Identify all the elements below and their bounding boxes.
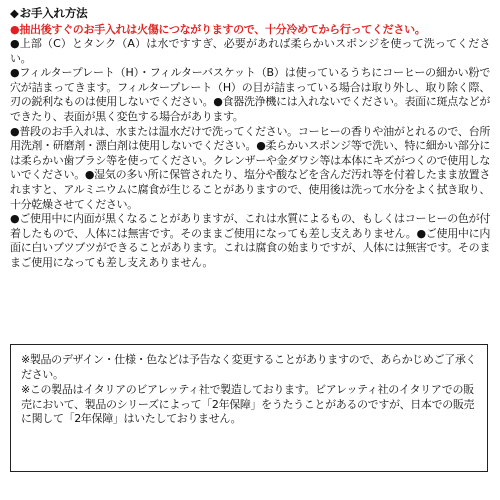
care-paragraph-rinse: ●上部（C）とタンク（A）は水ですすぎ、必要があれば柔らかいスポンジを使って洗ってください。 [10, 37, 490, 65]
care-paragraph-washing: ●普段のお手入れは、水または温水だけで洗ってください。コーヒーの香りや油がとれるので、台所用洗剤・研磨剤・漂白剤は使用しないでください。●柔らかいスポンジ等で洗い、特に細かい部分には柔らかい歯ブラシ等を使ってください。クレンザーや金ダワシ等は本体にキズがつくので使用しないでください。●湿気の多い所に保管されたり、塩分や酸などを含んだ汚れ等を付着したまま放置されますと、アルミニウムに腐食が生じることがありますので、使用後は洗って水分をよく拭き取り、十分乾燥させてください。 [10, 124, 490, 211]
diamond-bullet-icon: ◆ [10, 6, 19, 20]
note-warranty: ※この製品はイタリアのビアレッティ社で製造しております。ビアレッティ社のイタリアでの販売において、製品のシリーズによって「2年保障」をうたうことがあるのですが、日本での販売に関して「2年保障」はいたしておりません。 [21, 383, 475, 426]
care-paragraph-discoloration: ●ご使用中に内面が黒くなることがありますが、これは水質によるもの、もしくはコーヒーの色が付着したもので、人体には無害です。そのままご使用になっても差し支えありません。●ご使用中に内面に白いブツブツができることがあります。これは腐食の始まりですが、人体には無害です。そのままご使用になっても差し支えありません。 [10, 212, 490, 269]
care-heading [10, 6, 490, 21]
care-heading-text: お手入れ方法 [19, 6, 88, 20]
warning-bullet-icon: ● [10, 23, 20, 36]
note-design-change: ※製品のデザイン・仕様・色などは予告なく変更することがありますので、あらかじめご了承ください。 [21, 353, 477, 381]
care-paragraph-filter: ●フィルタープレート（H）・フィルターバスケット（B）は使っているうちにコーヒーの細かい粉で穴が詰まってきます。フィルタープレート（H）の目が詰まっている場合は取り外し、取り除く際、刃の鋭利なものは使用しないでください。●食器洗浄機には入れないでください。表面に斑点などができたり、表面が黒く変色する場合があります。 [10, 66, 490, 123]
burn-warning [10, 22, 490, 37]
burn-warning-text: 抽出後すぐのお手入れは火傷につながりますので、十分冷めてから行ってください。 [19, 23, 426, 36]
notes-box [10, 344, 488, 472]
care-body [10, 37, 490, 271]
